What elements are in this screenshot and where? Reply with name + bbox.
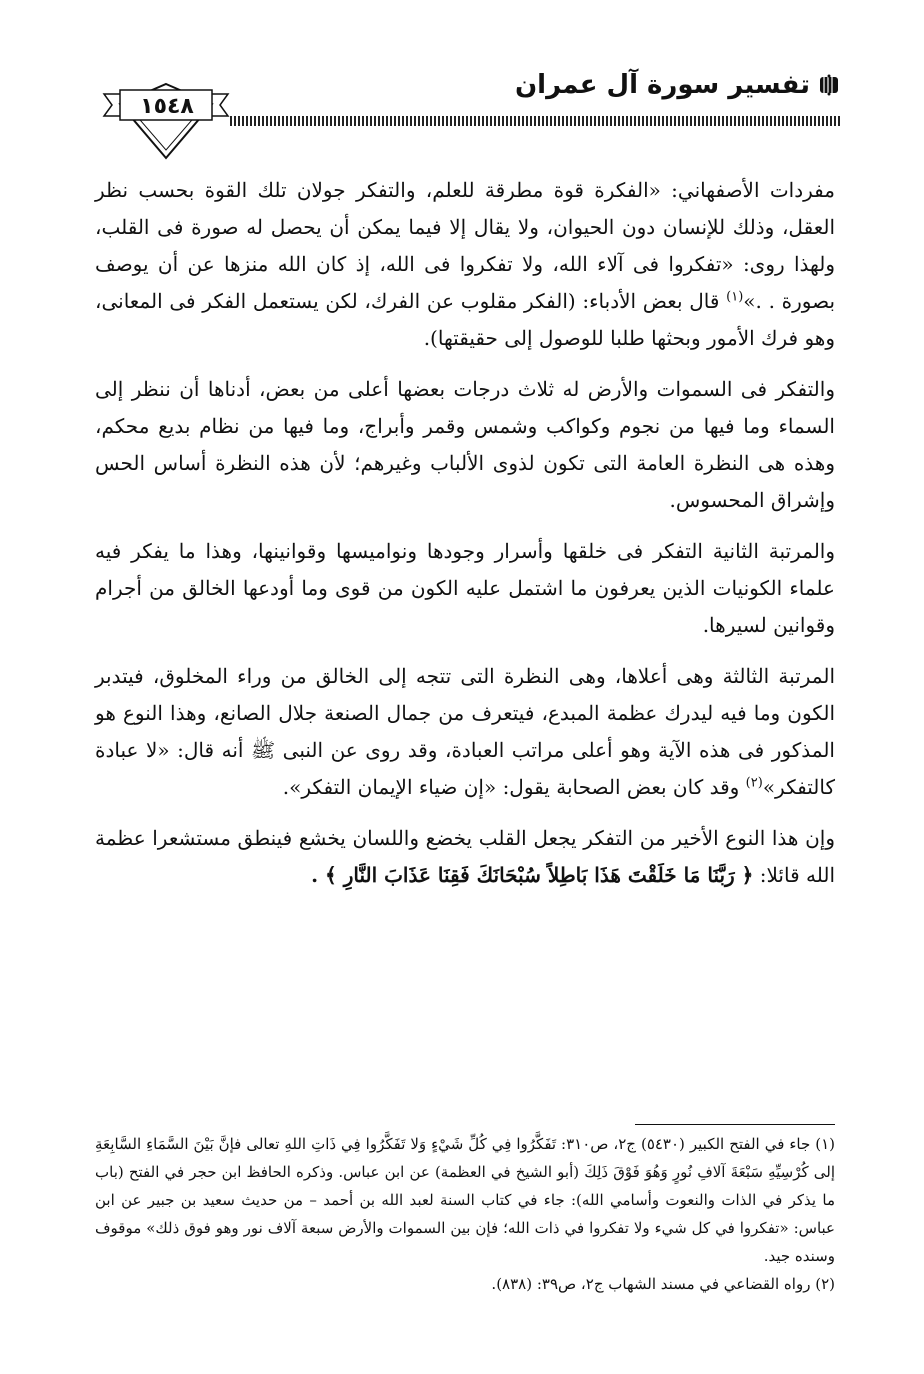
page-header <box>100 60 840 160</box>
paragraph-2 <box>95 371 835 519</box>
paragraph-3-text: والمرتبة الثانية التفكر فى خلقها وأسرار وجودها ونواميسها وقوانينها، وهذا ما يفكر فيه علماء الكونيات الذين يعرفون ما اشتمل عليه الكون من قوى وما أودعها الخالق من أجرام وقوانين لسيرها. <box>95 539 835 637</box>
footnote-ref-1: (١) <box>726 289 744 305</box>
footnote-ref-2: (٢) <box>745 775 763 791</box>
running-title-group <box>515 70 840 100</box>
quran-verse: ﴿ رَبَّنَا مَا خَلَقْتَ هَذَا بَاطِلاً سُبْحَانَكَ فَقِنَا عَذَابَ النَّارِ ﴾ . <box>311 863 754 887</box>
footnote-2: (٢) رواه القضاعي في مسند الشهاب ج٢، ص٣٩: (٨٣٨). <box>491 1275 835 1293</box>
footnote-separator <box>635 1124 835 1125</box>
paragraph-5 <box>95 820 835 894</box>
paragraph-5-text: وإن هذا النوع الأخير من التفكر يجعل القلب يخضع واللسان يخشع فينطق مستشعرا عظمة الله قائلا: <box>95 826 835 887</box>
footnotes <box>95 1130 835 1298</box>
paragraph-1-text: مفردات الأصفهاني: «الفكرة قوة مطرقة للعلم، والتفكر جولان تلك القوة بحسب نظر العقل، وذلك للإنسان دون الحيوان، ولا يقال إلا فيما يمكن أن يحصل له صورة فى القلب، ولهذا روى: «تفكروا فى آلاء الله، ولا تفكروا فى الله، إذ كان الله منزها عن أن يوصف بصورة . .» <box>95 178 836 313</box>
paragraph-4 <box>95 658 835 806</box>
running-title: تفسير سورة آل عمران <box>514 70 810 100</box>
paragraph-1 <box>95 172 835 357</box>
paragraph-2-text: والتفكر فى السموات والأرض له ثلاث درجات بعضها أعلى من بعض، أدناها أن ننظر إلى السماء وما فيها من نجوم وكواكب وشمس وقمر وأبراج، وما فيها من نظام بديع محكم، وهذه هى النظرة العامة التى تكون لذوى الألباب وغيرهم؛ لأن هذه النظرة أساس الحس وإشراق المحسوس. <box>95 377 835 512</box>
paragraph-4-text: المرتبة الثالثة وهى أعلاها، وهى النظرة التى تتجه إلى الخالق من وراء المخلوق، فيتدبر الكون وما فيه ليدرك عظمة المبدع، فيتعرف من جمال الصنعة جلال الصانع، وهذا النوع هو المذكور فى هذه الآية وهو أعلى مراتب العبادة، وقد روى عن النبى ﷺ أنه قال: «لا عبادة كالتفكر» <box>95 664 835 799</box>
ornament-icon <box>818 74 840 96</box>
page-number: ١٥٤٨ <box>140 94 194 119</box>
footnote-1: (١) جاء في الفتح الكبير (٥٤٣٠) ج٢، ص٣١٠: تَفَكَّرُوا فِي كُلِّ شَيْءٍ وَلا تَفَكَّرُوا فِي ذَاتِ اللهِ تعالى فإنَّ بَيْنَ السَّمَاءِ السَّابِعَةِ إلى كُرْسِيِّهِ سَبْعَةَ آلافِ نُورٍ وَهُوَ فَوْقَ ذَلِكَ (أبو الشيخ في العظمة) عن ابن عباس. وذكره الحافظ ابن حجر في الفتح (باب ما يذكر في الذات والنعوت وأسامي الله): جاء في كتاب السنة لعبد الله بن أحمد – من حديث سعيد بن جبير عن ابن عباس: «تفكروا في كل شيء ولا تفكروا في ذات الله؛ فإن بين السموات والأرض سبعة آلاف نور وهو فوق ذلك» موقوف وسنده جيد. <box>95 1135 835 1265</box>
paragraph-3 <box>95 533 835 644</box>
header-rule <box>230 116 840 126</box>
paragraph-4-tail: وقد كان بعض الصحابة يقول: «إن ضياء الإيمان التفكر». <box>282 775 740 799</box>
page-number-badge <box>100 82 232 160</box>
paragraph-1-tail: قال بعض الأدباء: (الفكر مقلوب عن الفرك، لكن يستعمل الفكر فى المعانى، وهو فرك الأمور وبحثها طلبا للوصول إلى حقيقتها). <box>95 289 835 350</box>
body-text <box>95 172 835 908</box>
